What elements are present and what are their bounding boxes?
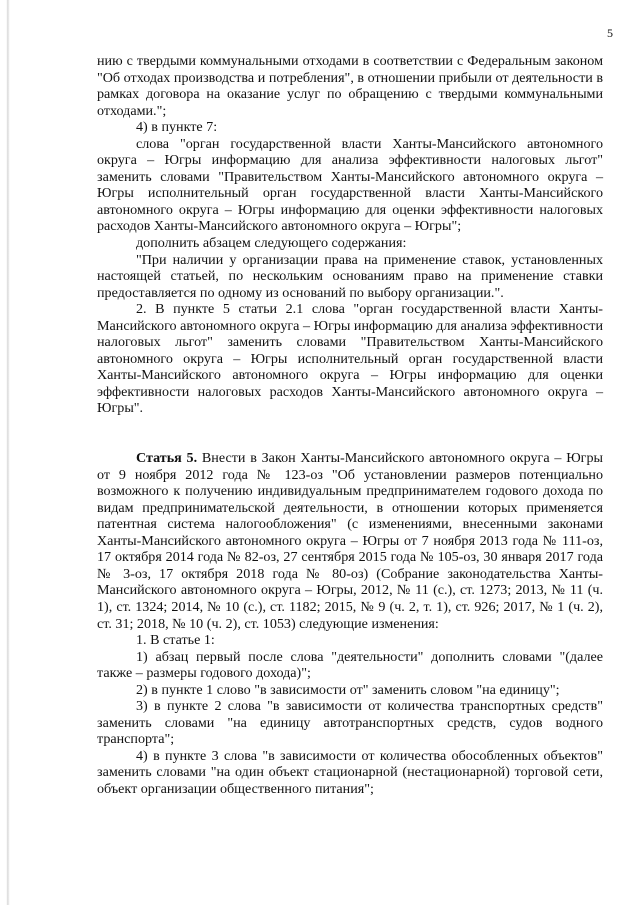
paragraph: 3) в пункте 2 слова "в зависимости от количества транспортных средств" заменить словами "на единицу автотранспортных средств, судов водного транспорта"; (97, 698, 603, 748)
paragraph: 2) в пункте 1 слово "в зависимости от" заменить словом "на единицу"; (136, 681, 560, 698)
paragraph: 4) в пункте 3 слова "в зависимости от количества обособленных объектов" заменить словами "на один объект стационарной (нестационарной) торговой сети, объект организации общественного питания"; (97, 747, 603, 797)
page-number: 5 (607, 26, 613, 40)
paragraph: слова "орган государственной власти Ханты-Мансийского автономного округа – Югры информацию для анализа эффективности налоговых льгот" заменить словами "Правительством Ханты-Мансийского автономного округа – Югры исполнительный орган государственной власти Ханты-Мансийского автономного округа – Югры информацию для оценки эффективности налоговых расходов Ханты-Мансийского автономного округа – Югры"; (97, 135, 603, 235)
paragraph: 2. В пункте 5 статьи 2.1 слова "орган государственной власти Ханты-Мансийского автономного округа – Югры информацию для анализа эффективности налоговых льгот" заменить словами "Правительством Ханты-Мансийского автономного округа – Югры исполнительный орган государственной власти Ханты-Мансийского автономного округа – Югры информацию для оценки эффективности налоговых расходов Ханты-Мансийского автономного округа – Югры". (97, 301, 603, 417)
paragraph: нию с твердыми коммунальными отходами в соответствии с Федеральным законом "Об отходах производства и потребления", в отношении прибыли от деятельности в рамках договора на оказание услуг по обращению с твердыми коммунальными отходами."; (97, 53, 603, 119)
document-body (97, 53, 603, 798)
paragraph: 1) абзац первый после слова "деятельности" дополнить словами "(далее также – размеры годового дохода)"; (97, 648, 603, 682)
article-paragraph (97, 450, 603, 632)
paragraph: 4) в пункте 7: (136, 119, 218, 136)
binding-edge (0, 0, 14, 905)
section-gap (97, 417, 603, 450)
quoted-paragraph: "При наличии у организации права на применение ставок, установленных настоящей статьей, по нескольким основаниям право на применение ставки предоставляется по одному из оснований по выбору организации.". (97, 251, 603, 301)
paragraph: дополнить абзацем следующего содержания: (136, 235, 407, 252)
article-text: Внести в Закон Ханты-Мансийского автономного округа – Югры от 9 ноября 2012 года № 123-оз "Об установлении размеров потенциально возможного к получению индивидуальным предпринимателем годового дохода по видам предпринимательской деятельности, в отношении которых применяется патентная система налогообложения" (с изменениями, внесенными законами Ханты-Мансийского автономного округа – Югры от 7 ноября 2013 года № 111-оз, 17 октября 2014 года № 82-оз, 27 сентября 2015 года № 105-оз, 30 января 2017 года № 3-оз, 17 октября 2018 года № 80-оз) (Собрание законодательства Ханты-Мансийского автономного округа – Югры, 2012, № 11 (с.), ст. 1273; 2013, № 11 (ч. 1), ст. 1324; 2014, № 10 (с.), ст. 1182; 2015, № 9 (ч. 2, т. 1), ст. 926; 2017, № 1 (ч. 2), ст. 31; 2018, № 10 (ч. 2), ст. 1053) следующие изменения: (97, 450, 603, 632)
paragraph: 1. В статье 1: (136, 632, 215, 649)
article-label: Статья 5. (136, 450, 198, 467)
